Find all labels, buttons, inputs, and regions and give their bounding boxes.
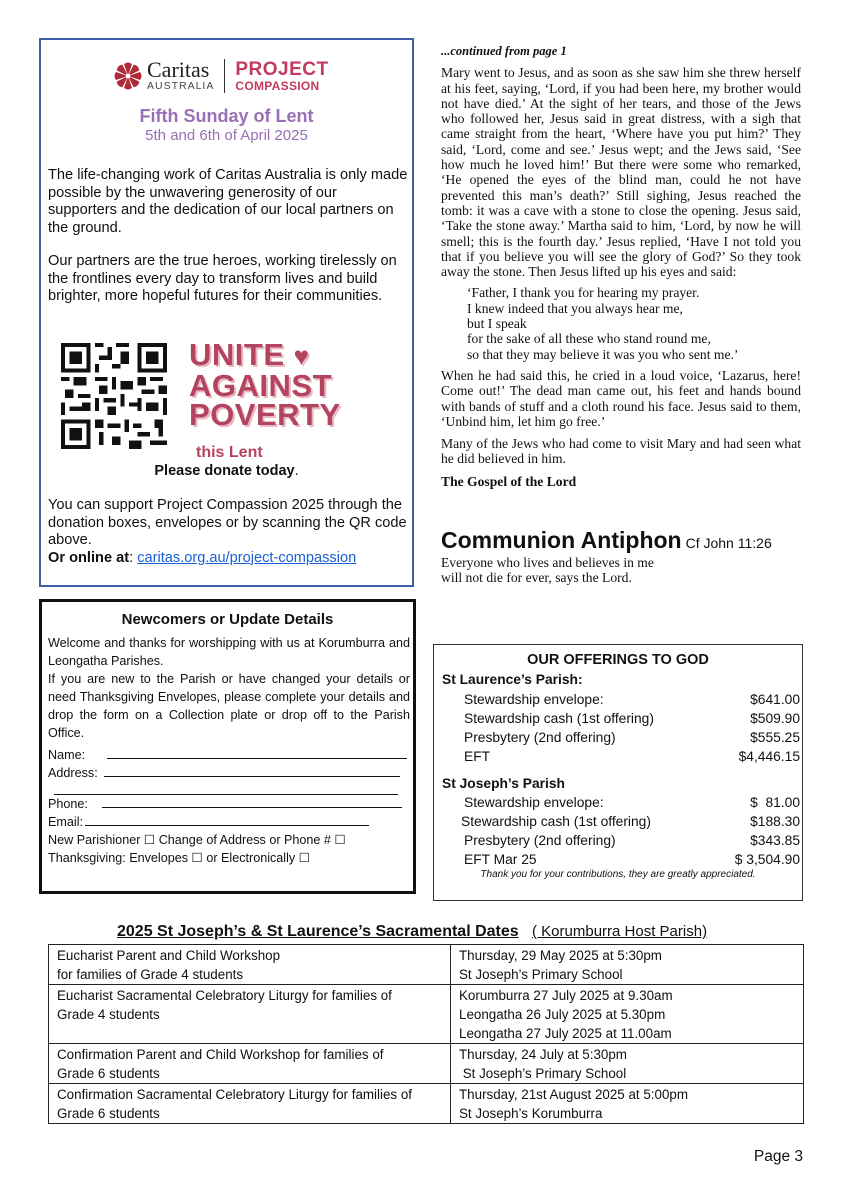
phone-field[interactable] (102, 795, 402, 808)
electronically-checkbox[interactable]: ☐ (298, 851, 310, 865)
details-cell (451, 1044, 804, 1084)
event-line: Confirmation Sacramental Celebratory Liturgy for families of (57, 1087, 412, 1102)
event-line: Confirmation Parent and Child Workshop for families of (57, 1047, 384, 1062)
compassion-wordmark: COMPASSION (235, 78, 320, 93)
event-line: Grade 6 students (57, 1066, 160, 1081)
newcomers-title: Newcomers or Update Details (121, 611, 334, 628)
newcomers-welcome: Welcome and thanks for worshipping with us at Korumburra and Leongatha Parishes. (48, 636, 410, 668)
offering-row (464, 692, 800, 707)
details-line: St Joseph’s Primary School (459, 1066, 627, 1081)
caritas-paragraph-1: The life-changing work of Caritas Australia is only made possible by the unwavering generosity of our supporters and the dedication of our local partners on the ground. (48, 167, 408, 236)
name-field[interactable] (107, 746, 407, 759)
change-address-label: Change of Address or Phone # (158, 833, 331, 847)
offerings-box (433, 644, 803, 901)
table-row (49, 1084, 804, 1124)
uap-line-3: POVERTY (189, 397, 341, 432)
offering-label: EFT (464, 749, 491, 764)
offering-label: Stewardship cash (1st offering) (464, 711, 654, 726)
details-line: St Joseph’s Korumburra (459, 1106, 603, 1121)
online-label: Or online at (48, 550, 130, 566)
offering-label: Stewardship envelope: (464, 795, 604, 810)
offering-label: Stewardship envelope: (464, 692, 604, 707)
prayer-line: ‘Father, I thank you for hearing my prayer. (467, 285, 700, 301)
sacramental-title (117, 923, 707, 941)
newcomers-form-box (39, 599, 416, 894)
thanksgiving-label: Thanksgiving: Envelopes (48, 851, 189, 865)
offering-row (461, 814, 800, 829)
details-cell (451, 945, 804, 985)
project-compassion-link[interactable]: caritas.org.au/project-compassion (137, 550, 357, 566)
qr-code-icon[interactable] (61, 343, 167, 449)
caritas-paragraph-2: Our partners are the true heroes, working tirelessly on the frontlines every day to transform lives and build brighter, more hopeful futures for their communities. (48, 253, 397, 304)
sacramental-table (48, 944, 804, 1124)
details-cell (451, 1084, 804, 1124)
offering-row (464, 749, 800, 764)
lent-title: Fifth Sunday of Lent (139, 106, 314, 126)
offering-amount: $555.25 (750, 730, 800, 745)
donate-callout (41, 463, 412, 479)
email-label: Email: (48, 815, 83, 829)
host-parish-note: ( Korumburra Host Parish) (532, 923, 708, 940)
communion-antiphon (441, 527, 821, 586)
online-donation (48, 550, 356, 566)
caritas-wordmark: Caritas (147, 57, 210, 82)
st-joseph-heading: St Joseph’s Parish (442, 776, 565, 791)
offering-label: Stewardship cash (1st offering) (461, 814, 651, 829)
details-line: Thursday, 29 May 2025 at 5:30pm (459, 948, 662, 963)
table-row (49, 945, 804, 985)
offering-amount: $509.90 (750, 711, 800, 726)
project-compassion-box (39, 38, 414, 587)
address-field-line-2[interactable] (54, 782, 398, 795)
details-line: Thursday, 24 July at 5:30pm (459, 1047, 627, 1062)
offering-label: Presbytery (2nd offering) (464, 730, 616, 745)
online-colon: : (129, 550, 138, 566)
email-field[interactable] (85, 813, 369, 826)
name-label: Name: (48, 748, 86, 762)
gospel-prayer (467, 285, 801, 361)
offering-label: Presbytery (2nd offering) (464, 833, 616, 848)
details-line: Leongatha 27 July 2025 at 11.00am (459, 1026, 672, 1041)
donate-period: . (294, 463, 299, 479)
event-line: Grade 6 students (57, 1106, 160, 1121)
offering-amount: $ 3,504.90 (734, 852, 800, 867)
table-row (49, 985, 804, 1044)
event-cell (49, 1084, 451, 1124)
caritas-australia-label: AUSTRALIA (147, 80, 215, 92)
uap-line-1: UNITE (189, 337, 285, 372)
gospel-closing: The Gospel of the Lord (441, 473, 577, 489)
st-laurence-heading: St Laurence’s Parish: (442, 672, 583, 687)
event-line: for families of Grade 4 students (57, 967, 244, 982)
uap-line-2: AGAINST (189, 368, 332, 403)
event-line: Grade 4 students (57, 1007, 160, 1022)
sacramental-heading: 2025 St Joseph’s & St Laurence’s Sacramental Dates (117, 923, 519, 940)
details-line: Leongatha 26 July 2025 at 5.30pm (459, 1007, 666, 1022)
event-cell (49, 1044, 451, 1084)
electronically-label: or Electronically (206, 851, 296, 865)
prayer-line: so that they may believe it was you who sent me.’ (467, 346, 739, 362)
address-field[interactable] (104, 764, 400, 777)
prayer-line: I knew indeed that you always hear me, (467, 300, 683, 316)
offering-amount: $188.30 (750, 814, 800, 829)
gospel-paragraph-1: Mary went to Jesus, and as soon as she saw him she threw herself at his feet, saying, ‘Lord, if you had been here, my brother would not have died.’ At the sight of her tears, and those of the Jews who followed her, Jesus said in great distress, with a sigh that came straight from the heart, ‘Where have you put him?’ They said, ‘Lord, come and see.’ Jesus wept; and the Jews said, ‘See how much he loved him!’ But there were some who remarked, ‘He opened the eyes of the blind man, could he not have prevented this man’s death?’ Still sighing, Jesus reached the tomb: it was a cave with a stone to close the opening. Jesus said, ‘Take the stone away.’ Martha said to him, ‘Lord, by now he will smell; this is the fourth day.’ Jesus replied, ‘Have I not told you that if you believe you will see the glory of God?’ So they took away the stone. Then Jesus lifted up his eyes and said: (441, 65, 801, 280)
gospel-column (441, 44, 801, 489)
offering-amount: $ 81.00 (750, 795, 800, 810)
offering-row (464, 711, 800, 726)
new-parishioner-label: New Parishioner (48, 833, 141, 847)
event-line: Eucharist Parent and Child Workshop (57, 948, 281, 963)
project-wordmark: PROJECT (235, 58, 329, 80)
offering-row (464, 795, 800, 810)
details-line: St Joseph’s Primary School (459, 967, 623, 982)
donate-text: Please donate today (154, 463, 295, 479)
envelopes-checkbox[interactable]: ☐ (191, 851, 203, 865)
offerings-thanks: Thank you for your contributions, they are greatly appreciated. (480, 869, 756, 880)
unite-against-poverty-graphic (189, 337, 361, 432)
change-address-checkbox[interactable]: ☐ (334, 833, 346, 847)
page-number: Page 3 (753, 1148, 803, 1165)
support-paragraph: You can support Project Compassion 2025 through the donation boxes, envelopes or by scanning the QR code above. (48, 497, 407, 548)
offering-row (464, 852, 800, 867)
logo-divider (224, 59, 225, 93)
antiphon-line: Everyone who lives and believes in me (441, 555, 654, 570)
offerings-title: OUR OFFERINGS TO GOD (527, 652, 709, 668)
event-line: Eucharist Sacramental Celebratory Liturgy for families of (57, 988, 392, 1003)
offering-amount: $641.00 (750, 692, 800, 707)
table-row (49, 1044, 804, 1084)
event-cell (49, 985, 451, 1044)
offering-amount: $4,446.15 (738, 749, 800, 764)
prayer-line: but I speak (467, 316, 527, 332)
offering-amount: $343.85 (750, 833, 800, 848)
antiphon-title: Communion Antiphon (441, 527, 682, 553)
event-cell (49, 945, 451, 985)
prayer-line: for the sake of all these who stand round me, (467, 331, 711, 347)
gospel-paragraph-2: When he had said this, he cried in a loud voice, ‘Lazarus, here! Come out!’ The dead man came out, his feet and hands bound with bands of stuff and a cloth round his face. Jesus said to them, ‘Unbind him, let him go free.’ (441, 367, 801, 429)
this-lent-label: this Lent (196, 444, 263, 461)
caritas-cross-icon (113, 61, 143, 91)
details-line: Korumburra 27 July 2025 at 9.30am (459, 988, 673, 1003)
newcomers-instructions: If you are new to the Parish or have changed your details or need Thanksgiving Envelopes, please complete your details and drop the form on a Collection plate or drop off to the Parish Office. (48, 672, 410, 740)
offering-label: EFT Mar 25 (464, 852, 537, 867)
offering-row (464, 730, 800, 745)
continued-label: ...continued from page 1 (441, 44, 567, 58)
phone-label: Phone: (48, 797, 88, 811)
address-label: Address: (48, 766, 98, 780)
new-parishioner-checkbox[interactable]: ☐ (143, 833, 156, 847)
caritas-logo (113, 58, 329, 94)
details-cell (451, 985, 804, 1044)
antiphon-text (441, 555, 821, 586)
gospel-paragraph-3: Many of the Jews who had come to visit Mary and had seen what he did believed in him. (441, 436, 801, 467)
antiphon-line: will not die for ever, says the Lord. (441, 570, 632, 586)
offering-row (464, 833, 800, 848)
lent-dates: 5th and 6th of April 2025 (145, 127, 308, 144)
details-line: Thursday, 21st August 2025 at 5:00pm (459, 1087, 689, 1102)
heart-icon: ♥ (293, 341, 310, 371)
antiphon-reference: Cf John 11:26 (685, 535, 772, 551)
